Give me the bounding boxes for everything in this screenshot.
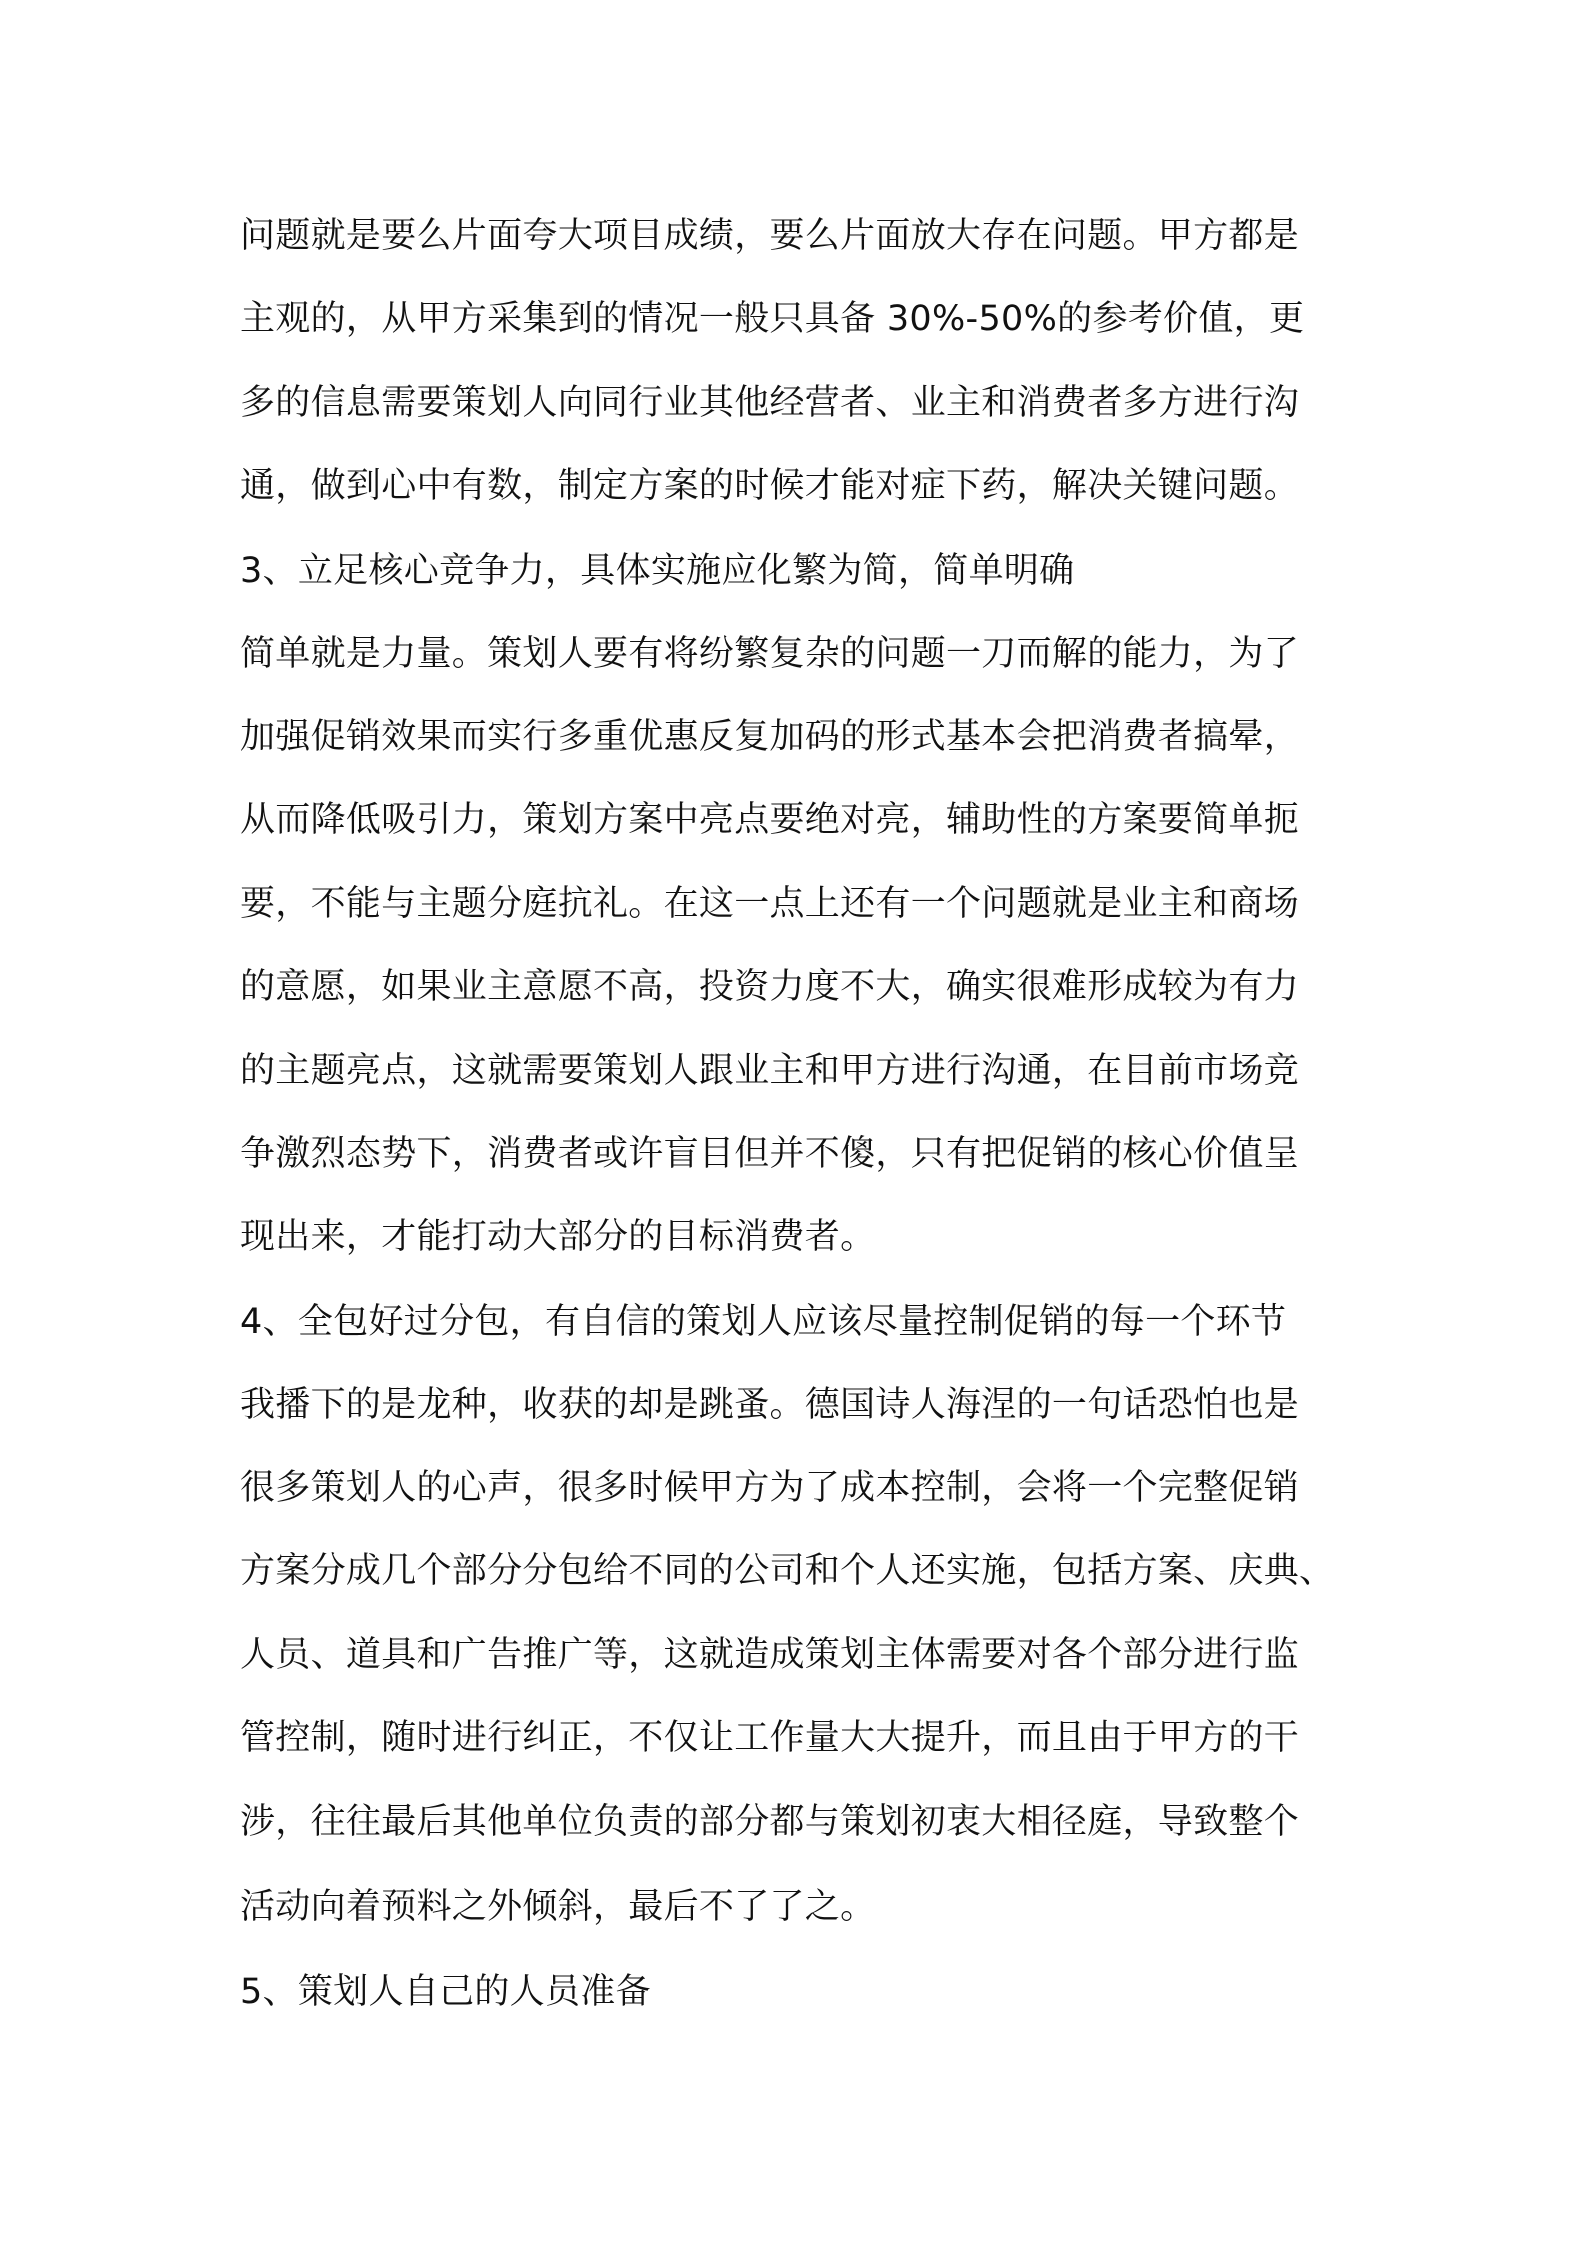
section-heading: 5、策划人自己的人员准备 bbox=[240, 1972, 651, 2013]
text-line: 多的信息需要策划人向同行业其他经营者、业主和消费者多方进行沟 bbox=[240, 382, 1300, 423]
text-line: 很多策划人的心声，很多时候甲方为了成本控制，会将一个完整促销 bbox=[240, 1468, 1300, 1509]
text-line: 通，做到心中有数，制定方案的时候才能对症下药，解决关键问题。 bbox=[240, 466, 1300, 507]
section-heading: 4、全包好过分包，有自信的策划人应该尽量控制促销的每一个环节 bbox=[240, 1301, 1287, 1342]
text-line: 方案分成几个部分分包给不同的公司和个人还实施，包括方案、庆典、 bbox=[240, 1551, 1335, 1592]
section-heading: 3、立足核心竞争力，具体实施应化繁为简，简单明确 bbox=[240, 550, 1075, 591]
text-line: 我播下的是龙种，收获的却是跳蚤。德国诗人海涅的一句话恐怕也是 bbox=[240, 1384, 1300, 1425]
text-line: 管控制，随时进行纠正，不仅让工作量大大提升，而且由于甲方的干 bbox=[240, 1718, 1300, 1759]
document-body bbox=[240, 195, 1360, 2034]
text-line: 从而降低吸引力，策划方案中亮点要绝对亮，辅助性的方案要简单扼 bbox=[240, 800, 1300, 841]
text-line: 主观的，从甲方采集到的情况一般只具备 30%-50%的参考价值，更 bbox=[240, 299, 1305, 340]
text-line: 问题就是要么片面夸大项目成绩，要么片面放大存在问题。甲方都是 bbox=[240, 216, 1300, 256]
text-line: 涉，往往最后其他单位负责的部分都与策划初衷大相径庭，导致整个 bbox=[240, 1801, 1300, 1842]
text-line: 简单就是力量。策划人要有将纷繁复杂的问题一刀而解的能力，为了 bbox=[240, 633, 1300, 674]
text-line: 的主题亮点，这就需要策划人跟业主和甲方进行沟通，在目前市场竞 bbox=[240, 1050, 1300, 1091]
text-line: 的意愿，如果业主意愿不高，投资力度不大，确实很难形成较为有力 bbox=[240, 967, 1300, 1008]
text-line: 现出来，才能打动大部分的目标消费者。 bbox=[240, 1217, 876, 1258]
text-line: 要，不能与主题分庭抗礼。在这一点上还有一个问题就是业主和商场 bbox=[240, 883, 1300, 924]
text-line: 人员、道具和广告推广等，这就造成策划主体需要对各个部分进行监 bbox=[240, 1634, 1300, 1675]
text-line: 活动向着预料之外倾斜，最后不了了之。 bbox=[240, 1887, 876, 1928]
text-line: 加强促销效果而实行多重优惠反复加码的形式基本会把消费者搞晕， bbox=[240, 716, 1300, 757]
text-line: 争激烈态势下，消费者或许盲目但并不傻，只有把促销的核心价值呈 bbox=[240, 1133, 1300, 1174]
